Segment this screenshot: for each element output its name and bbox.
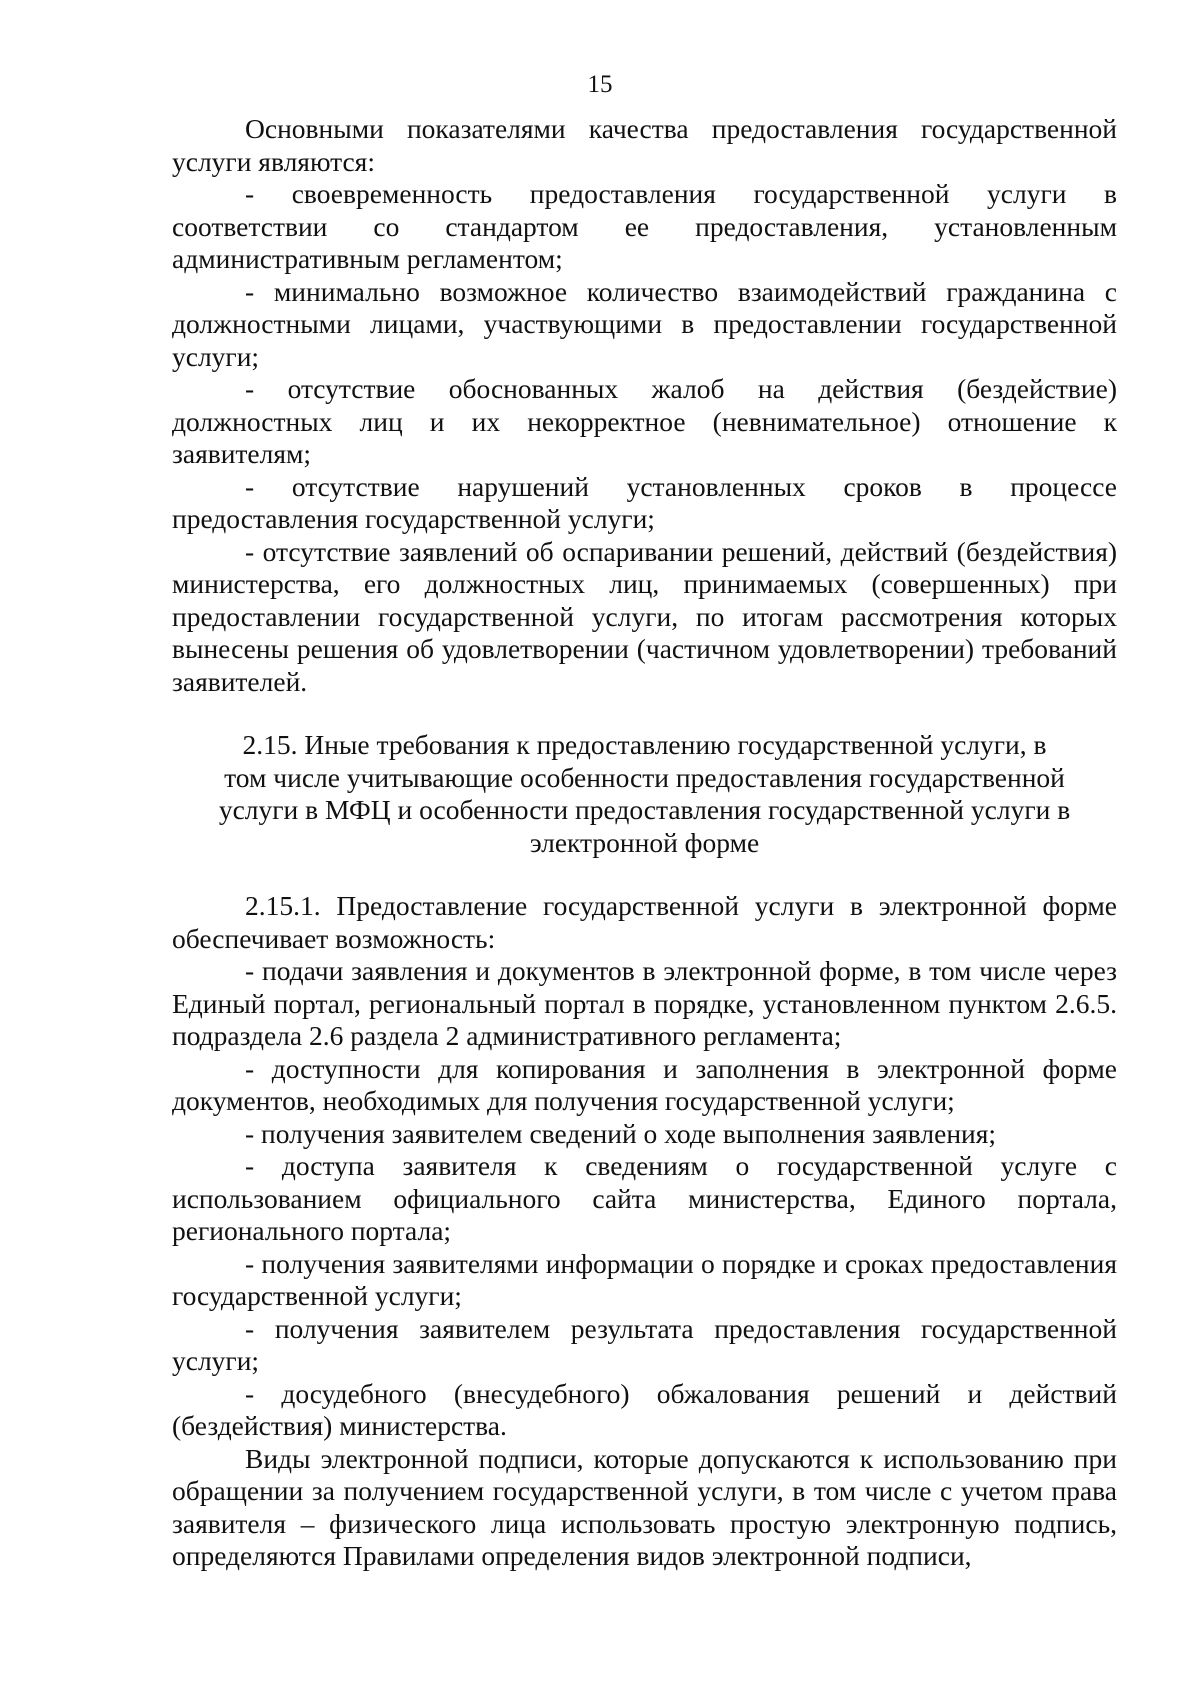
- page-number: 15: [587, 71, 613, 98]
- electronic-form-item: - доступа заявителя к сведениям о государственной услуге с использованием официального сайта министерства, Единого портала, регионального портала;: [172, 1150, 1117, 1246]
- electronic-form-item: - получения заявителем сведений о ходе выполнения заявления;: [245, 1117, 997, 1149]
- quality-indicator-item: - своевременность предоставления государственной услуги в соответствии со стандартом ее предоставления, установленным административным регламентом;: [172, 178, 1117, 274]
- electronic-form-item: - получения заявителем результата предоставления государственной услуги;: [172, 1312, 1117, 1376]
- section-heading-line: электронной форме: [529, 826, 760, 858]
- electronic-form-intro: 2.15.1. Предоставление государственной услуги в электронной форме обеспечивает возможность:: [172, 890, 1117, 954]
- quality-indicator-item: - отсутствие заявлений об оспаривании решений, действий (бездействия) министерства, его должностных лиц, принимаемых (совершенных) при предоставлении государственной услуги, по итогам рассмотрения которых вынесены решения об удовлетворении (частичном удовлетворении) требований заявителей.: [172, 535, 1117, 697]
- electronic-form-item: - доступности для копирования и заполнения в электронной форме документов, необходимых для получения государственной услуги;: [172, 1052, 1117, 1116]
- electronic-form-item: - получения заявителями информации о порядке и сроках предоставления государственной услуги;: [172, 1247, 1117, 1311]
- section-heading: [182, 729, 1107, 859]
- document-body: [172, 113, 1117, 1573]
- quality-indicator-item: - отсутствие нарушений установленных сроков в процессе предоставления государственной услуги;: [172, 470, 1117, 534]
- section-heading-line: том числе учитывающие особенности предоставления государственной: [224, 761, 1065, 793]
- section-heading-line: услуги в МФЦ и особенности предоставления государственной услуги в: [218, 794, 1071, 825]
- signature-types-paragraph: Виды электронной подписи, которые допускаются к использованию при обращении за получением государственной услуги, в том числе с учетом права заявителя – физического лица использовать простую электронную подпись, определяются Правилами определения видов электронной подписи,: [172, 1442, 1117, 1571]
- quality-indicator-item: - отсутствие обоснованных жалоб на действия (бездействие) должностных лиц и их некорректное (невнимательное) отношение к заявителям;: [172, 373, 1117, 469]
- section-heading-line: 2.15. Иные требования к предоставлению государственной услуги, в: [242, 729, 1047, 760]
- quality-indicator-item: - минимально возможное количество взаимодействий гражданина с должностными лицами, участвующими в предоставлении государственной услуги;: [172, 275, 1117, 372]
- electronic-form-item: - досудебного (внесудебного) обжалования решений и действий (бездействия) министерства.: [172, 1377, 1117, 1441]
- electronic-form-item: - подачи заявления и документов в электронной форме, в том числе через Единый портал, региональный портал в порядке, установленном пунктом 2.6.5. подраздела 2.6 раздела 2 административного регламента;: [172, 955, 1117, 1051]
- quality-indicators-intro: Основными показателями качества предоставления государственной услуги являются:: [172, 113, 1117, 177]
